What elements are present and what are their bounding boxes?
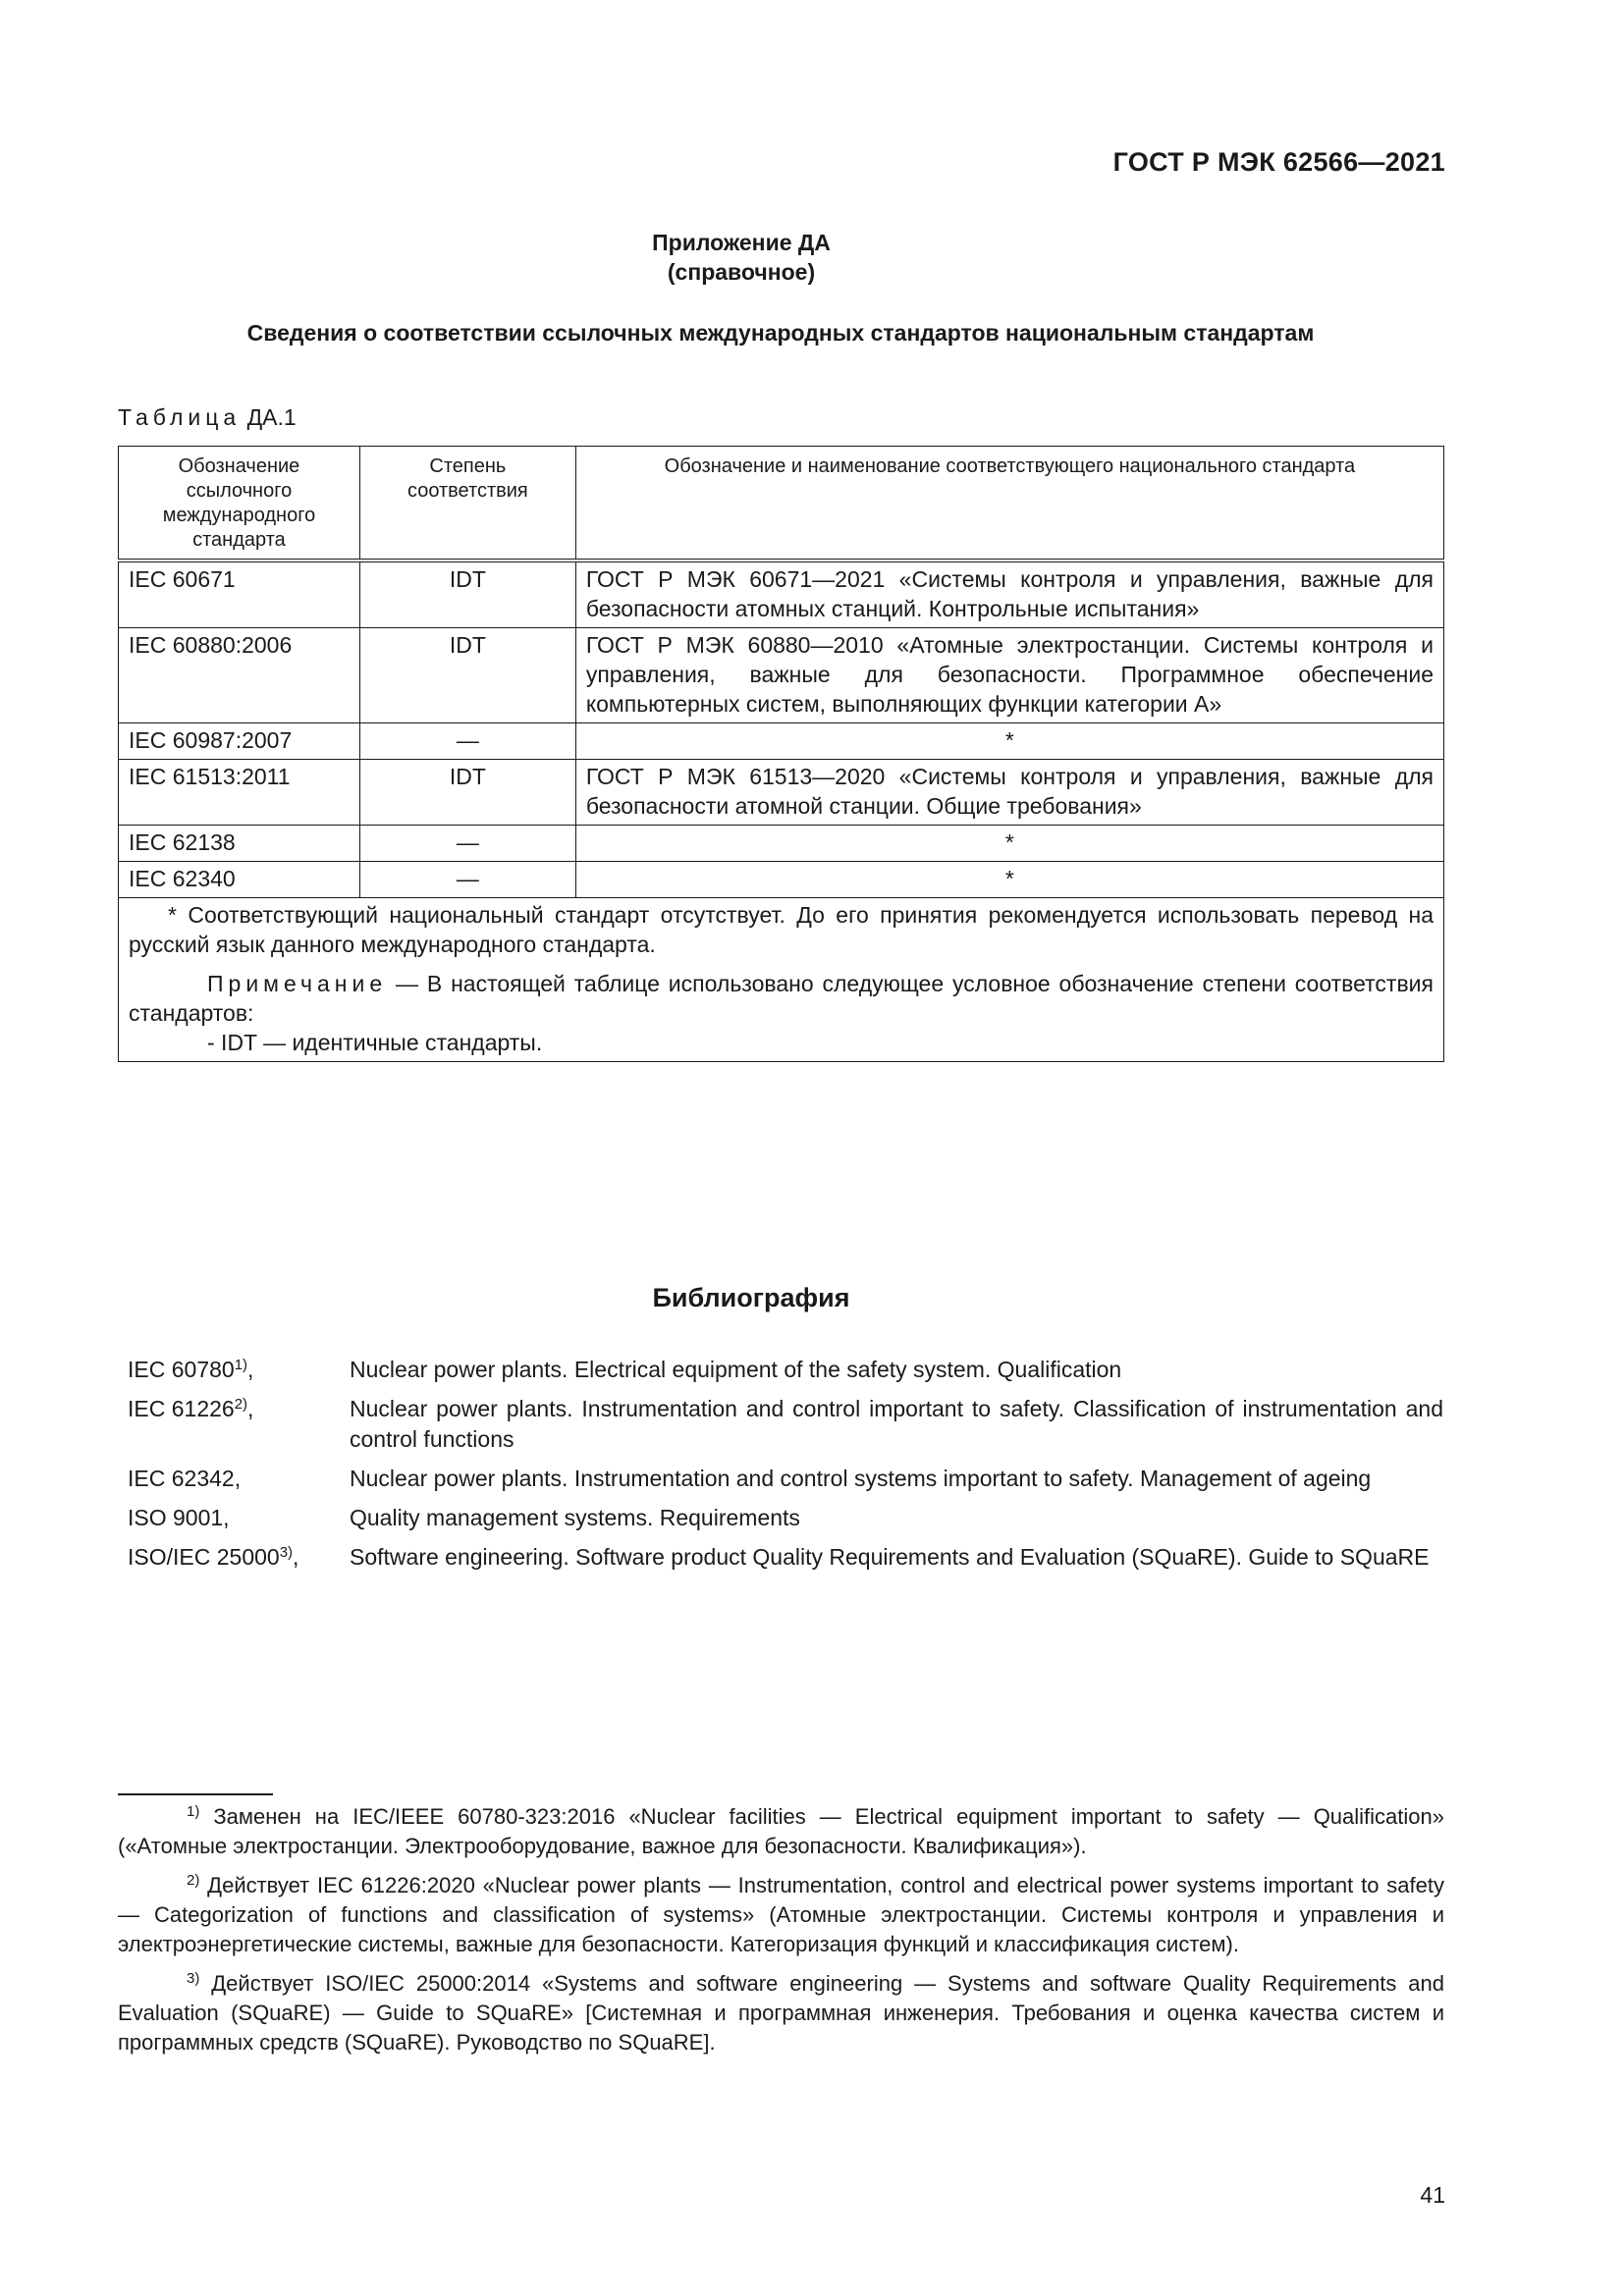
- bibliography-item: [128, 1394, 1443, 1455]
- cell-national: *: [575, 826, 1443, 862]
- cell-degree: —: [359, 826, 575, 862]
- header-national-standard: Обозначение и наименование соответствующего национального стандарта: [575, 447, 1443, 561]
- table-label: [118, 404, 297, 431]
- footnote: $^{2)}$ Действует IEC 61226:2020 «Nuclear power plants — Instrumentation, control and electrical power systems important to safety — Categorization of functions and classification of systems» (Атомные электростанции. Системы контроля и управления и электроэнергетические системы, важные для безопасности. Категоризация функций и классификация систем).: [118, 1872, 1444, 1956]
- footnote-mark: 2): [187, 1872, 200, 1889]
- header-degree: Степень соответствия: [359, 447, 575, 561]
- footnote-mark: 3): [187, 1970, 200, 1987]
- page-number: 41: [1420, 2182, 1445, 2208]
- cell-ref: IEC 62340: [119, 862, 360, 898]
- cell-degree: IDT: [359, 628, 575, 723]
- bibliography-item: [128, 1464, 1443, 1494]
- bibliography-text: Nuclear power plants. Instrumentation and control systems important to safety. Management of ageing: [350, 1466, 1372, 1491]
- bibliography-list: [128, 1355, 1443, 1581]
- cell-degree: —: [359, 862, 575, 898]
- cell-ref: IEC 62138: [119, 826, 360, 862]
- document-code: ГОСТ Р МЭК 62566—2021: [1112, 147, 1445, 177]
- note-text: — В настоящей таблице использовано следующее условное обозначение степени соответствия стандартов:: [129, 971, 1434, 1026]
- table-footer: [119, 898, 1444, 1062]
- table-row: [119, 760, 1444, 826]
- footnote: $^{3)}$ Действует ISO/IEC 25000:2014 «Systems and software engineering — Systems and software Quality Requirements and Evaluation (SQuaRE) — Guide to SQuaRE» [Системная и программная инженерия. Требования и оценка качества систем и программных средств (SQuaRE). Руководство по SQuaRE].: [118, 1970, 1444, 2055]
- bibliography-text: Quality management systems. Requirements: [350, 1505, 800, 1530]
- cell-degree: —: [359, 723, 575, 760]
- footnotes: [118, 1802, 1444, 2067]
- table-label-word: Таблица: [118, 404, 242, 430]
- cell-degree: IDT: [359, 760, 575, 826]
- cell-ref: IEC 60671: [119, 561, 360, 628]
- table-row: [119, 826, 1444, 862]
- bibliography-ref: IEC 60780$^{1)}$,: [128, 1357, 254, 1382]
- note-word: Примечание: [207, 971, 388, 996]
- cell-national: *: [575, 723, 1443, 760]
- table-row: [119, 862, 1444, 898]
- bibliography-ref: ISO/IEC 25000$^{3)}$,: [128, 1544, 299, 1570]
- footnote-mark: 1): [234, 1357, 248, 1373]
- table-star-note: * Соответствующий национальный стандарт отсутствует. До его принятия рекомендуется использовать перевод на русский язык данного международного стандарта.: [129, 902, 1434, 957]
- bibliography-ref: IEC 61226$^{2)}$,: [128, 1396, 254, 1421]
- cell-ref: IEC 60987:2007: [119, 723, 360, 760]
- bibliography-item: [128, 1503, 1443, 1533]
- table-row: [119, 561, 1444, 628]
- table-label-number: ДА.1: [246, 404, 297, 430]
- table-header-row: [119, 447, 1444, 561]
- footnote-mark: 2): [234, 1396, 248, 1413]
- table-row: [119, 628, 1444, 723]
- bibliography-text: Software engineering. Software product Quality Requirements and Evaluation (SQuaRE). Guide to SQuaRE: [350, 1544, 1430, 1570]
- cell-national: ГОСТ Р МЭК 60880—2010 «Атомные электростанции. Системы контроля и управления, важные для безопасности. Программное обеспечение компьютерных систем, выполняющих функции категории А»: [575, 628, 1443, 723]
- table-note: [129, 969, 1434, 1028]
- footnote-separator: [118, 1793, 273, 1795]
- section-title: Сведения о соответствии ссылочных международных стандартов национальным стандартам: [246, 320, 1315, 346]
- table-note-item: - IDT — идентичные стандарты.: [207, 1030, 543, 1055]
- table-row: [119, 723, 1444, 760]
- bibliography-ref: IEC 62342,: [128, 1466, 242, 1491]
- annex-subtitle: (справочное): [667, 259, 816, 285]
- annex-heading: [0, 228, 1483, 287]
- bibliography-item: [128, 1355, 1443, 1385]
- cell-national: ГОСТ Р МЭК 61513—2020 «Системы контроля и управления, важные для безопасности атомной станции. Общие требования»: [575, 760, 1443, 826]
- cell-national: ГОСТ Р МЭК 60671—2021 «Системы контроля и управления, важные для безопасности атомных станций. Контрольные испытания»: [575, 561, 1443, 628]
- bibliography-text: Nuclear power plants. Instrumentation and control important to safety. Classification of instrumentation and control functions: [350, 1396, 1443, 1452]
- cell-ref: IEC 60880:2006: [119, 628, 360, 723]
- cell-national: *: [575, 862, 1443, 898]
- annex-title: Приложение ДА: [652, 230, 831, 255]
- cell-ref: IEC 61513:2011: [119, 760, 360, 826]
- footnote-mark: 3): [279, 1544, 294, 1561]
- bibliography-title: Библиография: [652, 1283, 850, 1312]
- bibliography-item: [128, 1542, 1443, 1573]
- cell-degree: IDT: [359, 561, 575, 628]
- table-footer-row: [119, 898, 1444, 1062]
- footnote: $^{1)}$ Заменен на IEC/IEEE 60780-323:2016 «Nuclear facilities — Electrical equipment important to safety — Qualification» («Атомные электростанции. Электрооборудование, важное для безопасности. Квалификация»).: [118, 1803, 1444, 1858]
- bibliography-ref: ISO 9001,: [128, 1505, 230, 1530]
- correspondence-table: [118, 446, 1444, 1062]
- header-international-standard: Обозначение ссылочного международного стандарта: [119, 447, 360, 561]
- bibliography-text: Nuclear power plants. Electrical equipment of the safety system. Qualification: [350, 1357, 1122, 1382]
- footnote-mark: 1): [187, 1803, 200, 1820]
